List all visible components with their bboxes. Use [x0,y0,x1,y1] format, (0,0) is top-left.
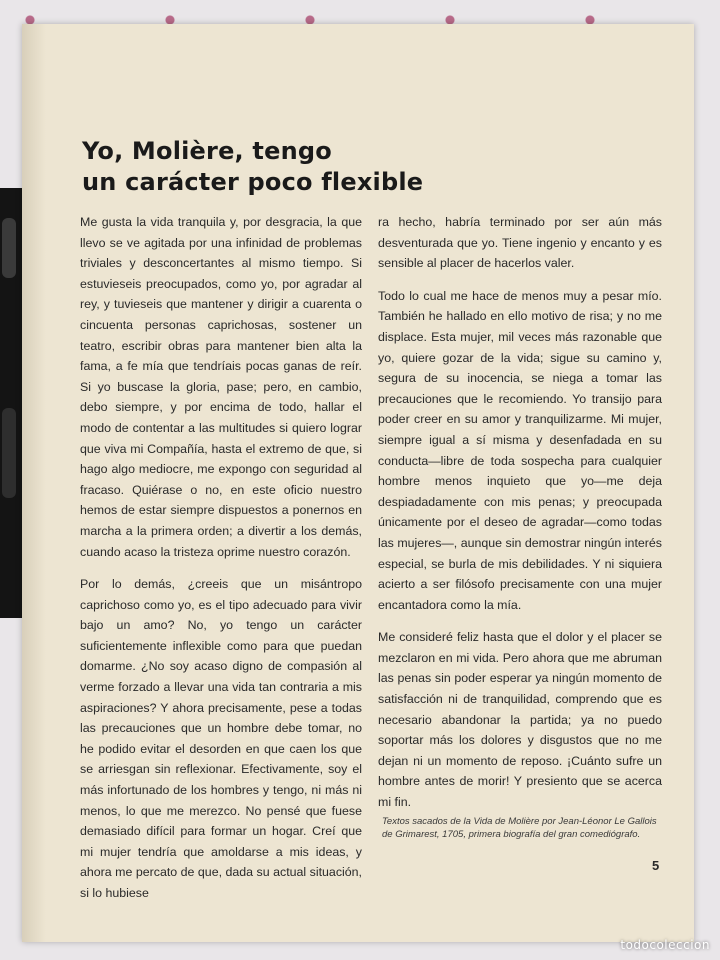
page-spine [22,24,46,942]
paragraph: Me gusta la vida tranquila y, por desgracia, la que llevo se ve agitada por una infinidad de problemas triviales y desconcertantes al mismo tiempo. Si estuvieseis preocupados, como yo, por agradar al rey, y tuvieseis que mantener y dirigir a cuarenta o cincuenta personas caprichosas, sostener un teatro, escribir obras para mantener bien alta la fama, a fe mía que tendríais pocas ganas de reír. Si yo buscase la gloria, pase; pero, en cambio, debo siempre, y por encima de todo, hallar el modo de contentar a las multitudes si quiero lograr que viva mi Compañía, hasta el extremo de que, si hago algo mediocre, me expongo con seguridad al fracaso. Quiérase o no, en este oficio nuestro hemos de estar siempre dispuestos a ponernos en marcha a la primera orden; a divertir a los demás, cuando acaso la tristeza oprime nuestro corazón. [80,215,362,559]
source-caption: Textos sacados de la Vida de Molière por Jean-Léonor Le Gallois de Grimarest, 1705, primera biografía del gran comediógrafo. [382,816,657,840]
title-line-2: un carácter poco flexible [82,168,424,196]
article-title [82,136,502,198]
right-text-column [378,212,662,825]
paragraph: ra hecho, habría terminado por ser aún más desventurada que yo. Tiene ingenio y encanto y es sensible al placer de hacerlos valer. [378,215,662,271]
title-line-1: Yo, Molière, tengo [82,137,332,165]
photo-highlight [2,218,16,278]
adjacent-page-photo [0,188,22,618]
paragraph: Todo lo cual me hace de menos muy a pesar mío. También he hallado en ello motivo de risa; y no me displace. Esta mujer, mil veces más razonable que yo, quiere gozar de la vida; sigue su camino y, segura de su inocencia, se niega a tomar las precauciones que le recomiendo. Yo transijo para poder creer en su amor y tranquilizarme. Mi mujer, siempre igual a sí misma y desenfadada en su conducta—libre de toda sospecha para cualquier hombre menos inquieto que yo—me deja despiadadamente con mis penas; y preocupada únicamente por el deseo de agradar—como todas las mujeres—, aunque sin demostrar ningún interés especial, se burla de mis debilidades. Y ni siquiera acierto a ser filósofo precisamente con una mujer encantadora como la mía. [378,288,662,612]
paragraph: Por lo demás, ¿creeis que un misántropo caprichoso como yo, es el tipo adecuado para vivir bajo un amo? No, yo tengo un carácter suficientemente inflexible como para que puedan domarme. ¿No soy acaso digno de compasión al verme forzado a llevar una vida tan contraria a mis aspiraciones? Y ahora precisamente, pese a todas las precauciones que un hombre debe tomar, no he podido evitar el desorden en que caen los que se arriesgan sin reflexionar. Efectivamente, soy el más infortunado de los hombres y tengo, ni más ni menos, lo que me merezco. No pensé que fuese demasiado difícil para formar un hogar. Creí que mi mujer tendría que amoldarse a mis ideas, y ahora me percato de que, dada su actual situación, si lo hubiese [80,577,362,900]
page-number: 5 [652,858,660,873]
watermark: todocoleccion [620,938,710,952]
paragraph: Me consideré feliz hasta que el dolor y el placer se mezclaron en mi vida. Pero ahora que me abruman las penas sin poder esperar ya ningún momento de satisfacción ni de tranquilidad, comprendo que es necesario abandonar la partida; ya no puedo soportar más los dolores y disgustos que no me dejan ni un momento de reposo. ¡Cuánto sufre un hombre antes de morir! Y presiento que se acerca mi fin. [378,630,662,810]
photo-highlight [2,408,16,498]
left-text-column [80,212,362,916]
